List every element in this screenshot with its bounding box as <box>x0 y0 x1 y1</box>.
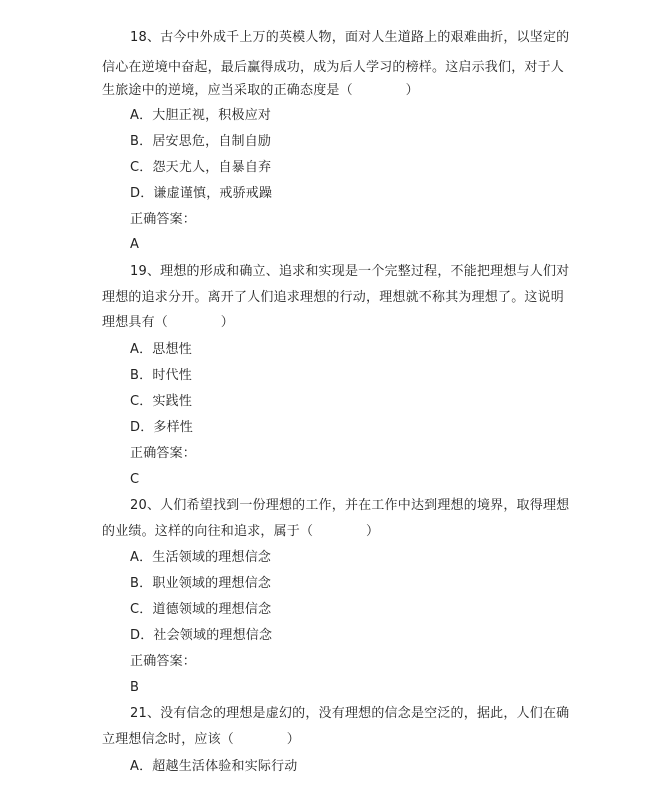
question-18-option-a: A．大胆正视，积极应对 <box>130 108 272 123</box>
question-19-answer-label: 正确答案： <box>130 446 197 461</box>
question-19-option-d: D．多样性 <box>130 420 194 435</box>
question-19-line-2: 理想的追求分开。离开了人们追求理想的行动，理想就不称其为理想了。这说明 <box>102 290 565 305</box>
question-20-option-c: C．道德领域的理想信念 <box>130 602 272 617</box>
question-19-line-3: 理想具有（ ） <box>102 315 235 330</box>
question-20-line-1: 20、人们希望找到一份理想的工作，并在工作中达到理想的境界，取得理想 <box>130 498 570 513</box>
question-18-line-1: 18、古今中外成千上万的英模人物，面对人生道路上的艰难曲折，以坚定的 <box>130 30 570 45</box>
question-19-option-b: B．时代性 <box>130 368 192 383</box>
question-19-option-c: C．实践性 <box>130 394 193 409</box>
question-19-line-1: 19、理想的形成和确立、追求和实现是一个完整过程，不能把理想与人们对 <box>130 264 570 279</box>
question-18-option-b: B．居安思危，自制自励 <box>130 134 272 149</box>
question-20-option-d: D．社会领域的理想信念 <box>130 628 273 643</box>
question-20-answer: B <box>130 680 140 695</box>
question-21-line-2: 立理想信念时，应该（ ） <box>102 732 301 747</box>
question-18-answer: A <box>130 237 140 252</box>
question-20-option-a: A．生活领域的理想信念 <box>130 550 272 565</box>
question-18-option-d: D．谦虚谨慎，戒骄戒躁 <box>130 186 273 201</box>
question-18-answer-label: 正确答案： <box>130 212 197 227</box>
question-18-line-3: 生旅途中的逆境，应当采取的正确态度是（ ） <box>102 83 419 98</box>
question-20-option-b: B．职业领域的理想信念 <box>130 576 272 591</box>
question-20-line-2: 的业绩。这样的向往和追求，属于（ ） <box>102 524 380 539</box>
question-18-line-2: 信心在逆境中奋起，最后赢得成功，成为后人学习的榜样。这启示我们，对于人 <box>102 60 565 75</box>
question-19-option-a: A．思想性 <box>130 342 192 357</box>
question-21-option-a: A．超越生活体验和实际行动 <box>130 759 298 774</box>
question-20-answer-label: 正确答案： <box>130 654 197 669</box>
question-19-answer: C <box>130 472 140 487</box>
question-18-option-c: C．怨天尤人，自暴自弃 <box>130 160 272 175</box>
question-21-line-1: 21、没有信念的理想是虚幻的，没有理想的信念是空泛的，据此，人们在确 <box>130 706 570 721</box>
